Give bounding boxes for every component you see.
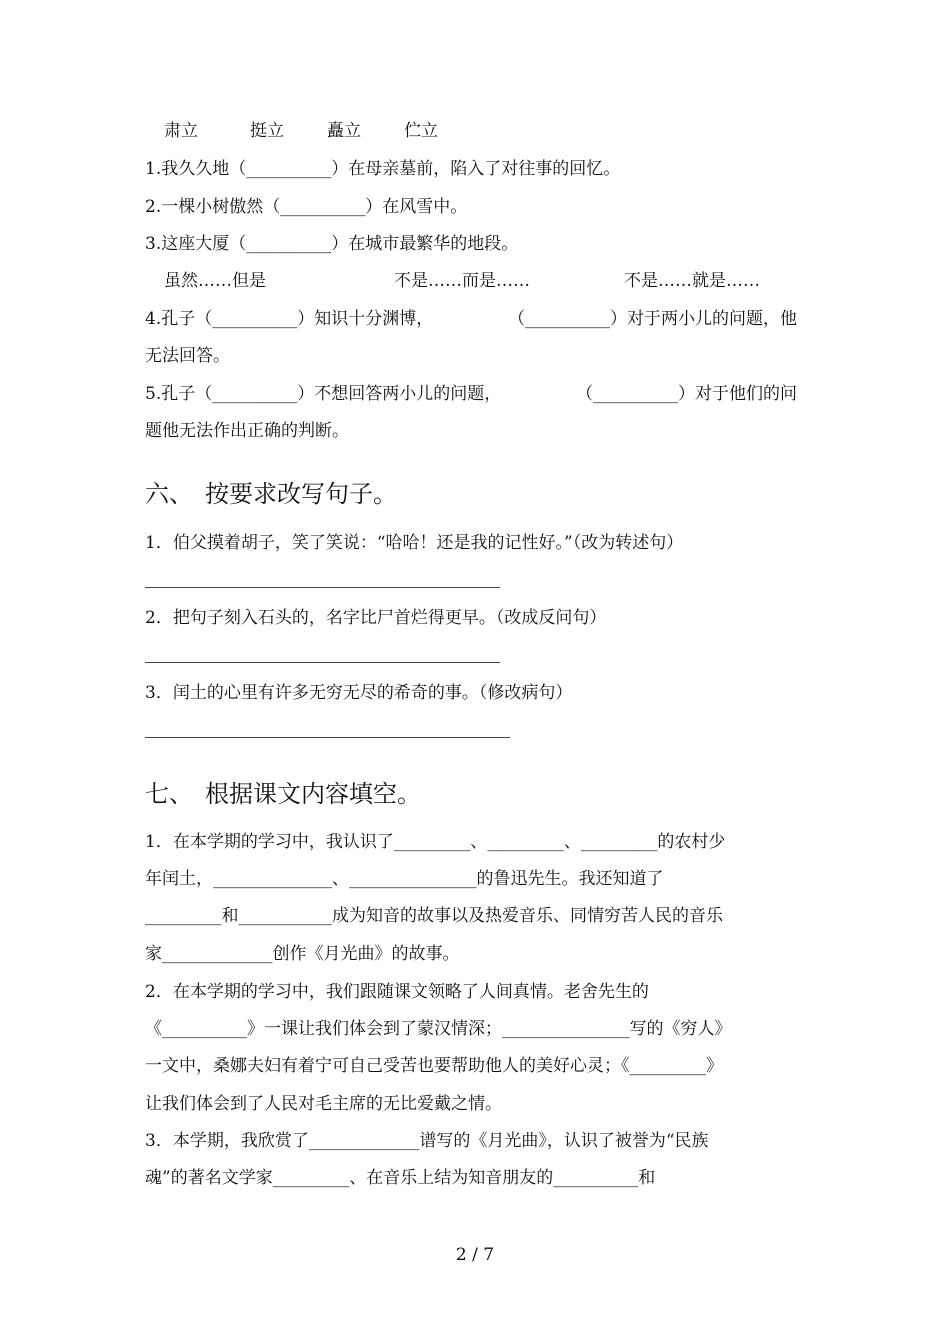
answer-line[interactable] [145,587,500,588]
question-5-3: 3.这座大厦（__________）在城市最繁华的地段。 [145,234,519,254]
word-option: 挺立 [250,121,284,141]
word-option: 肃立 [164,121,198,141]
question-7-1-line-3: _________和___________成为知音的故事以及热爱音乐、同情穷苦人民的音乐 [145,906,723,926]
question-7-3-line-2: 魂”的著名文学家_________、在音乐上结为知音朋友的__________和 [145,1168,656,1188]
question-7-1-line-4: 家_____________创作《月光曲》的故事。 [145,944,460,964]
question-7-2-line-3: 一文中，桑娜夫妇有着宁可自己受苦也要帮助他人的美好心灵；《_________》 [145,1056,723,1076]
question-7-1-line-2: 年闰土，______________、_______________的鲁迅先生。我还知道了 [145,869,664,889]
answer-line[interactable] [145,737,510,738]
question-6-1: 1．伯父摸着胡子，笑了笑说：“哈哈！还是我的记性好。”（改为转述句） [145,533,684,553]
question-7-2-line-4: 让我们体会到了人民对毛主席的无比爱戴之情。 [145,1094,502,1114]
word-option: 不是……而是…… [394,271,530,291]
question-5-4-line-2: 无法回答。 [145,346,230,366]
question-7-3-line-1: 3．本学期，我欣赏了_____________谱写的《月光曲》，认识了被誉为“民族 [145,1131,709,1151]
section-7-heading: 七、 根据课文内容填空。 [145,780,421,808]
text-segment: （__________）对于他们的问 [576,384,797,404]
text-segment: 4.孔子（__________）知识十分渊博， [145,309,434,329]
word-option: 伫立 [404,121,438,141]
answer-line[interactable] [145,662,500,663]
question-5-4-line-1 [145,308,797,330]
page-number: 2 / 7 [455,1245,495,1265]
text-segment: （__________）对于两小儿的问题，他 [508,309,797,329]
question-5-2: 2.一棵小树傲然（__________）在风雪中。 [145,197,468,217]
word-option: 虽然……但是 [164,271,266,291]
question-7-2-line-1: 2．在本学期的学习中，我们跟随课文领略了人间真情。老舍先生的 [145,982,649,1002]
word-option: 不是……就是…… [624,271,760,291]
question-6-3: 3．闰土的心里有许多无穷无尽的希奇的事。（修改病句） [145,683,573,703]
text-segment: 5.孔子（__________）不想回答两小儿的问题， [145,384,502,404]
question-7-2-line-2: 《__________》一课让我们体会到了蒙汉情深；_______________写的《穷人》 [145,1019,732,1039]
question-5-5-line-2: 题他无法作出正确的判断。 [145,421,349,441]
question-7-1-line-1: 1．在本学期的学习中，我认识了_________、_________、_________的农村少 [145,832,726,852]
question-5-5-line-1 [145,383,797,405]
word-option: 矗立 [327,121,361,141]
question-5-1: 1.我久久地（__________）在母亲墓前，陷入了对往事的回忆。 [145,159,621,179]
section-6-heading: 六、 按要求改写句子。 [145,480,397,508]
question-6-2: 2．把句子刻入石头的，名字比尸首烂得更早。（改成反问句） [145,608,607,628]
